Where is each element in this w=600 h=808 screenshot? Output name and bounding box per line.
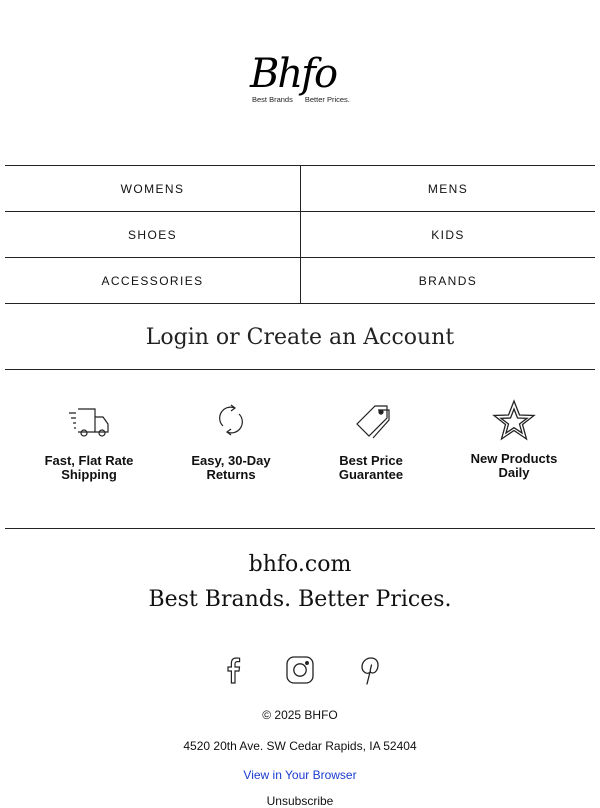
feature-returns-label: Easy, 30-Day Returns xyxy=(191,453,271,482)
star-icon xyxy=(490,398,538,446)
feature-shipping xyxy=(19,400,159,482)
returns-cycle-icon xyxy=(207,400,255,440)
feature-shipping-label: Fast, Flat Rate Shipping xyxy=(44,453,134,482)
nav-link-mens[interactable]: MENS xyxy=(427,181,469,196)
brand-logo[interactable] xyxy=(0,52,600,116)
nav-link-shoes[interactable]: SHOES xyxy=(5,212,301,257)
footer-tagline: Best Brands. Better Prices. xyxy=(148,587,452,612)
pinterest-link[interactable] xyxy=(353,654,383,686)
nav-row xyxy=(5,166,595,212)
features-row xyxy=(5,400,595,529)
feature-returns xyxy=(161,400,301,482)
nav-row xyxy=(5,212,595,258)
delivery-truck-icon xyxy=(65,400,113,440)
logo-tagline xyxy=(252,95,350,104)
facebook-link[interactable] xyxy=(218,654,248,686)
price-tag-icon xyxy=(347,400,395,440)
nav-link-brands[interactable]: BRANDS xyxy=(418,273,478,288)
nav-link-kids[interactable]: KIDS xyxy=(431,227,465,242)
feature-new-products-label: New Products Daily xyxy=(470,451,558,480)
nav-link-accessories[interactable]: ACCESSORIES xyxy=(5,258,301,303)
logo-tagline-left: Best Brands xyxy=(252,95,293,104)
login-create-account-link[interactable]: Login or Create an Account xyxy=(5,305,595,370)
logo-wordmark: Bhfo xyxy=(250,51,337,97)
category-nav xyxy=(5,165,595,304)
social-links xyxy=(0,654,600,686)
company-address: 4520 20th Ave. SW Cedar Rapids, IA 52404 xyxy=(183,739,417,753)
instagram-link[interactable] xyxy=(285,654,315,686)
view-in-browser-link[interactable]: View in Your Browser xyxy=(243,768,357,782)
instagram-icon xyxy=(285,654,315,686)
unsubscribe-link[interactable]: Unsubscribe xyxy=(266,794,334,808)
facebook-icon xyxy=(218,654,248,686)
feature-price-label: Best Price Guarantee xyxy=(338,453,404,482)
logo-tagline-right: Better Prices. xyxy=(304,95,350,104)
nav-link-womens[interactable]: WOMENS xyxy=(5,166,301,211)
nav-row xyxy=(5,258,595,304)
pinterest-icon xyxy=(353,654,383,686)
feature-new-products xyxy=(444,400,584,480)
copyright-text: © 2025 BHFO xyxy=(262,708,338,722)
footer-domain: bhfo.com xyxy=(248,552,352,577)
feature-price xyxy=(301,400,441,482)
